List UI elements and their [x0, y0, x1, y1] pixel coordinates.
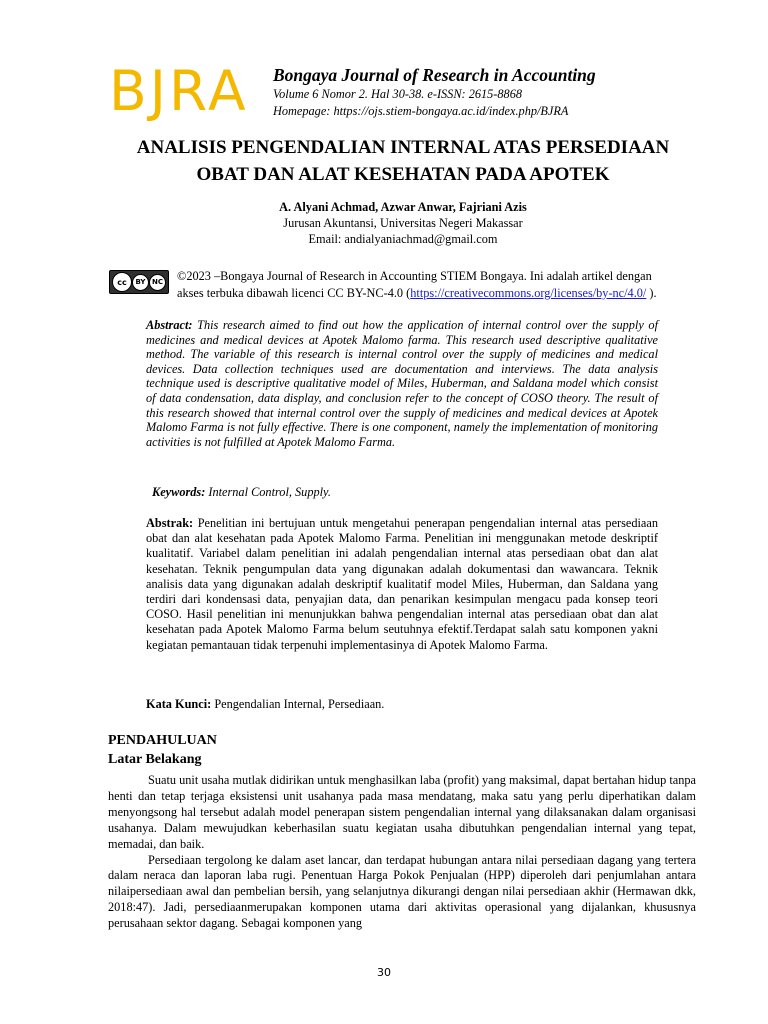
author-email[interactable]: Email: andialyaniachmad@gmail.com [308, 232, 498, 246]
abstract-label: Abstract: [146, 318, 193, 332]
keywords-indonesian [146, 697, 384, 712]
keywords-text: Internal Control, Supply. [208, 485, 331, 499]
journal-header [273, 65, 596, 120]
journal-homepage[interactable]: Homepage: https://ojs.stiem-bongaya.ac.id/index.php/BJRA [273, 104, 569, 118]
journal-volume: Volume 6 Nomor 2. Hal 30-38. e-ISSN: 2615-8868 [273, 87, 522, 101]
journal-logo: BJRA [109, 59, 249, 123]
license-suffix: ). [646, 286, 657, 300]
article-title-line-2: OBAT DAN ALAT KESEHATAN PADA APOTEK [196, 164, 610, 185]
author-block [108, 199, 698, 247]
abstrak-text: Penelitian ini bertujuan untuk mengetahui penerapan pengendalian internal atas persediaan obat dan alat kesehatan pada Apotek Malomo Farma. Penelitian ini menggunakan metode deskriptif kualitatif. Variabel dalam penelitian ini adalah pengendalian internal atas persediaan obat dan alat kesehatan. Teknik pengumpulan data yang digunakan adalah dokumentasi dan wawancara. Teknik analisis data yang digunakan adalah deskriptif kualitatif model Miles, Huberman, dan Saldana yang terdiri dari kondensasi data, penyajian data, dan penarikan kesimpulan mengacu pada konsep teori COSO. Hasil penelitian ini menunjukkan bahwa pengendalian internal atas persediaan obat dan alat kesehatan pada Apotek Malomo Farma belum seutuhnya efektif.Terdapat salah satu komponen yakni kegiatan pemantauan tidak terpenuhi implementasinya di Apotek Malomo Farma. [146, 516, 658, 652]
license-text [177, 268, 717, 302]
keywords-english [152, 485, 331, 500]
nc-noncommercial-icon: NC [149, 274, 166, 291]
cc-icon: cc [112, 272, 132, 292]
page-number: 30 [377, 966, 391, 979]
license-line-2 [177, 285, 717, 302]
paragraph: Persediaan tergolong ke dalam aset lancar, dan terdapat hubungan antara nilai persediaan dagang yang tertera dalam neraca dan laporan laba rugi. Penentuan Harga Pokok Penjualan (HPP) diperoleh dari penjumlahan antara nilaipersediaan awal dan pembelian bersih, yang selanjutnya dikurangi dengan nilai persediaan akhir (Hermawan dkk, 2018:47). Jadi, persediaanmerupakan komponen utama dari aktivitas operasional yang dijalankan, khususnya perusahaan sektor dagang. Sebagai komponen yang [108, 852, 696, 931]
abstrak-label: Abstrak: [146, 516, 194, 530]
by-attribution-icon: BY [132, 274, 149, 291]
abstract-text: This research aimed to find out how the application of internal control over the supply of medicines and medical devices at Apotek Malomo farma. This research used descriptive qualitative method. The variable of this research is internal control over the supply of medicines and medical devices. Data collection techniques used are documentation and interviews. The data analysis technique used is descriptive qualitative model of Miles, Huberman, and Saldana model which consist of data condensation, data display, and conclusion refer to the concept of COSO theory. The result of this research showed that internal control over the supply of medicines and medical devices at Apotek Malomo Farma is not fully effective. There is one component, namely the implementation of monitoring activities is not fulfilled at Apotek Malomo Farma. [146, 318, 658, 449]
body-text [108, 773, 696, 932]
kata-kunci-label: Kata Kunci: [146, 697, 212, 711]
abstract-english [146, 318, 658, 449]
section-heading: PENDAHULUAN [108, 733, 217, 748]
keywords-label: Keywords: [152, 485, 206, 499]
article-title [108, 134, 698, 188]
license-link[interactable]: https://creativecommons.org/licenses/by-nc/4.0/ [410, 286, 647, 300]
cc-license-badge-icon[interactable] [109, 270, 169, 294]
article-title-line-1: ANALISIS PENGENDALIAN INTERNAL ATAS PERSEDIAAN [136, 137, 670, 158]
kata-kunci-text: Pengendalian Internal, Persediaan. [214, 697, 385, 711]
introduction-heading-block [108, 731, 217, 769]
license-prefix: akses terbuka dibawah licenci CC BY-NC-4.0 ( [177, 286, 411, 300]
subsection-heading: Latar Belakang [108, 752, 202, 767]
license-line-1: ©2023 –Bongaya Journal of Research in Accounting STIEM Bongaya. Ini adalah artikel dengan [177, 269, 652, 283]
license-block [109, 268, 709, 304]
author-names: A. Alyani Achmad, Azwar Anwar, Fajriani Azis [279, 200, 527, 214]
abstract-indonesian [146, 516, 658, 653]
paragraph: Suatu unit usaha mutlak didirikan untuk menghasilkan laba (profit) yang maksimal, dapat bertahan hidup tanpa henti dan tetap terjaga eksistensi unit usahanya pada masa mendatang, maka satu yang perlu diperhatikan dalam menyongsong hal tersebut adalah model penerapan sistem pengendalian internal yang dilaksanakan dalam organisasi usahanya. Dalam mewujudkan keberhasilan suatu kegiatan usaha dibutuhkan pengendalian internal yang tepat, memadai, dan baik. [108, 773, 696, 851]
journal-title: Bongaya Journal of Research in Accounting [273, 65, 596, 85]
author-affiliation: Jurusan Akuntansi, Universitas Negeri Makassar [283, 216, 523, 230]
